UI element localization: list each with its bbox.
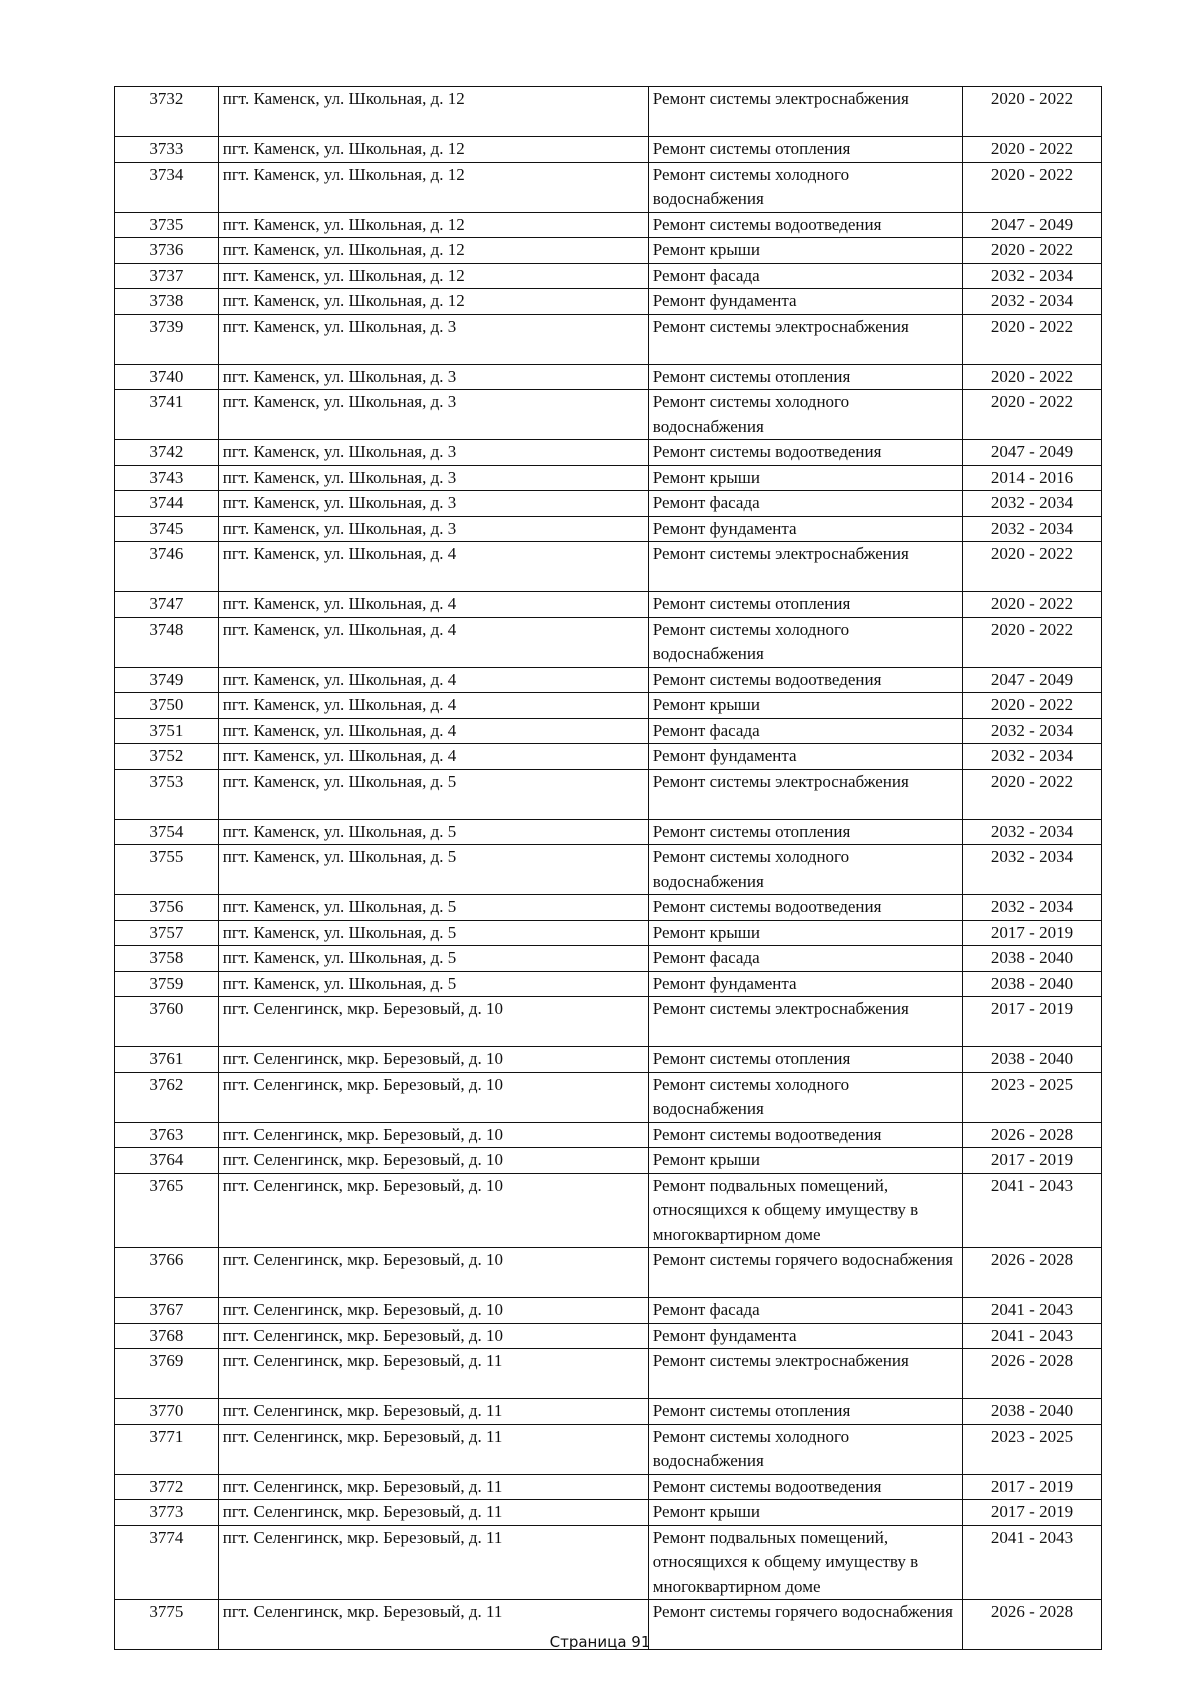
period-cell: 2020 - 2022 (963, 542, 1102, 592)
address-cell: пгт. Каменск, ул. Школьная, д. 3 (218, 491, 648, 517)
address-cell: пгт. Каменск, ул. Школьная, д. 12 (218, 162, 648, 212)
row-number-cell: 3748 (115, 617, 219, 667)
period-cell: 2020 - 2022 (963, 87, 1102, 137)
period-cell: 2020 - 2022 (963, 364, 1102, 390)
period-cell: 2020 - 2022 (963, 238, 1102, 264)
row-number-cell: 3773 (115, 1500, 219, 1526)
work-type-cell: Ремонт системы отопления (648, 364, 962, 390)
work-type-cell: Ремонт системы электроснабжения (648, 997, 962, 1047)
table-row (115, 1474, 1102, 1500)
address-cell: пгт. Каменск, ул. Школьная, д. 3 (218, 440, 648, 466)
period-cell: 2017 - 2019 (963, 997, 1102, 1047)
period-cell: 2041 - 2043 (963, 1298, 1102, 1324)
table-row (115, 845, 1102, 895)
period-cell: 2017 - 2019 (963, 920, 1102, 946)
work-type-cell: Ремонт системы холодного водоснабжения (648, 390, 962, 440)
row-number-cell: 3739 (115, 314, 219, 364)
table-row (115, 289, 1102, 315)
row-number-cell: 3770 (115, 1399, 219, 1425)
work-type-cell: Ремонт крыши (648, 238, 962, 264)
row-number-cell: 3765 (115, 1173, 219, 1248)
row-number-cell: 3766 (115, 1248, 219, 1298)
address-cell: пгт. Каменск, ул. Школьная, д. 5 (218, 971, 648, 997)
period-cell: 2020 - 2022 (963, 162, 1102, 212)
period-cell: 2032 - 2034 (963, 263, 1102, 289)
row-number-cell: 3756 (115, 895, 219, 921)
address-cell: пгт. Селенгинск, мкр. Березовый, д. 11 (218, 1600, 648, 1650)
table-row (115, 516, 1102, 542)
address-cell: пгт. Каменск, ул. Школьная, д. 5 (218, 845, 648, 895)
table-row (115, 87, 1102, 137)
address-cell: пгт. Каменск, ул. Школьная, д. 3 (218, 314, 648, 364)
work-type-cell: Ремонт крыши (648, 1500, 962, 1526)
row-number-cell: 3747 (115, 592, 219, 618)
table-row (115, 1349, 1102, 1399)
row-number-cell: 3752 (115, 744, 219, 770)
row-number-cell: 3749 (115, 667, 219, 693)
work-type-cell: Ремонт системы холодного водоснабжения (648, 1424, 962, 1474)
work-type-cell: Ремонт фундамента (648, 1323, 962, 1349)
period-cell: 2017 - 2019 (963, 1474, 1102, 1500)
work-type-cell: Ремонт системы электроснабжения (648, 1349, 962, 1399)
period-cell: 2020 - 2022 (963, 693, 1102, 719)
period-cell: 2041 - 2043 (963, 1323, 1102, 1349)
period-cell: 2041 - 2043 (963, 1173, 1102, 1248)
work-type-cell: Ремонт крыши (648, 920, 962, 946)
row-number-cell: 3746 (115, 542, 219, 592)
work-type-cell: Ремонт системы холодного водоснабжения (648, 845, 962, 895)
table-row (115, 238, 1102, 264)
work-type-cell: Ремонт системы водоотведения (648, 895, 962, 921)
row-number-cell: 3744 (115, 491, 219, 517)
address-cell: пгт. Селенгинск, мкр. Березовый, д. 11 (218, 1500, 648, 1526)
row-number-cell: 3774 (115, 1525, 219, 1600)
period-cell: 2032 - 2034 (963, 718, 1102, 744)
address-cell: пгт. Селенгинск, мкр. Березовый, д. 11 (218, 1349, 648, 1399)
work-type-cell: Ремонт системы отопления (648, 137, 962, 163)
work-type-cell: Ремонт фундамента (648, 971, 962, 997)
row-number-cell: 3763 (115, 1122, 219, 1148)
period-cell: 2038 - 2040 (963, 946, 1102, 972)
row-number-cell: 3737 (115, 263, 219, 289)
row-number-cell: 3738 (115, 289, 219, 315)
row-number-cell: 3757 (115, 920, 219, 946)
row-number-cell: 3759 (115, 971, 219, 997)
address-cell: пгт. Каменск, ул. Школьная, д. 4 (218, 667, 648, 693)
address-cell: пгт. Каменск, ул. Школьная, д. 3 (218, 390, 648, 440)
row-number-cell: 3735 (115, 212, 219, 238)
table-row (115, 440, 1102, 466)
address-cell: пгт. Каменск, ул. Школьная, д. 4 (218, 744, 648, 770)
address-cell: пгт. Каменск, ул. Школьная, д. 12 (218, 212, 648, 238)
row-number-cell: 3732 (115, 87, 219, 137)
row-number-cell: 3740 (115, 364, 219, 390)
period-cell: 2032 - 2034 (963, 845, 1102, 895)
table-row (115, 542, 1102, 592)
work-type-cell: Ремонт системы горячего водоснабжения (648, 1600, 962, 1650)
address-cell: пгт. Каменск, ул. Школьная, д. 4 (218, 718, 648, 744)
table-row (115, 314, 1102, 364)
table-row (115, 1173, 1102, 1248)
row-number-cell: 3762 (115, 1072, 219, 1122)
table-row (115, 212, 1102, 238)
row-number-cell: 3760 (115, 997, 219, 1047)
period-cell: 2038 - 2040 (963, 971, 1102, 997)
row-number-cell: 3764 (115, 1148, 219, 1174)
row-number-cell: 3754 (115, 819, 219, 845)
table-row (115, 364, 1102, 390)
row-number-cell: 3751 (115, 718, 219, 744)
period-cell: 2017 - 2019 (963, 1500, 1102, 1526)
work-type-cell: Ремонт фасада (648, 1298, 962, 1324)
period-cell: 2026 - 2028 (963, 1600, 1102, 1650)
period-cell: 2020 - 2022 (963, 617, 1102, 667)
work-type-cell: Ремонт системы отопления (648, 1047, 962, 1073)
table-row (115, 1122, 1102, 1148)
row-number-cell: 3769 (115, 1349, 219, 1399)
work-type-cell: Ремонт системы электроснабжения (648, 314, 962, 364)
row-number-cell: 3775 (115, 1600, 219, 1650)
work-type-cell: Ремонт системы отопления (648, 819, 962, 845)
address-cell: пгт. Каменск, ул. Школьная, д. 5 (218, 946, 648, 972)
page-number: Страница 91 (549, 1633, 651, 1651)
table-row (115, 1323, 1102, 1349)
period-cell: 2020 - 2022 (963, 769, 1102, 819)
work-type-cell: Ремонт крыши (648, 465, 962, 491)
address-cell: пгт. Селенгинск, мкр. Березовый, д. 11 (218, 1474, 648, 1500)
work-type-cell: Ремонт фундамента (648, 516, 962, 542)
row-number-cell: 3768 (115, 1323, 219, 1349)
row-number-cell: 3758 (115, 946, 219, 972)
period-cell: 2032 - 2034 (963, 516, 1102, 542)
work-type-cell: Ремонт системы электроснабжения (648, 87, 962, 137)
period-cell: 2020 - 2022 (963, 592, 1102, 618)
work-type-cell: Ремонт системы холодного водоснабжения (648, 617, 962, 667)
repair-schedule-table (114, 86, 1102, 1650)
period-cell: 2020 - 2022 (963, 137, 1102, 163)
row-number-cell: 3753 (115, 769, 219, 819)
period-cell: 2032 - 2034 (963, 289, 1102, 315)
address-cell: пгт. Каменск, ул. Школьная, д. 12 (218, 263, 648, 289)
address-cell: пгт. Селенгинск, мкр. Березовый, д. 10 (218, 1072, 648, 1122)
table-row (115, 592, 1102, 618)
work-type-cell: Ремонт системы водоотведения (648, 1474, 962, 1500)
table-row (115, 491, 1102, 517)
work-type-cell: Ремонт системы электроснабжения (648, 769, 962, 819)
table-row (115, 920, 1102, 946)
period-cell: 2026 - 2028 (963, 1122, 1102, 1148)
address-cell: пгт. Селенгинск, мкр. Березовый, д. 10 (218, 1122, 648, 1148)
period-cell: 2041 - 2043 (963, 1525, 1102, 1600)
table-row (115, 895, 1102, 921)
work-type-cell: Ремонт фасада (648, 946, 962, 972)
work-type-cell: Ремонт системы отопления (648, 1399, 962, 1425)
period-cell: 2032 - 2034 (963, 895, 1102, 921)
table-row (115, 997, 1102, 1047)
work-type-cell: Ремонт фундамента (648, 289, 962, 315)
period-cell: 2023 - 2025 (963, 1072, 1102, 1122)
work-type-cell: Ремонт фасада (648, 718, 962, 744)
period-cell: 2047 - 2049 (963, 440, 1102, 466)
table-row (115, 946, 1102, 972)
row-number-cell: 3755 (115, 845, 219, 895)
row-number-cell: 3772 (115, 1474, 219, 1500)
work-type-cell: Ремонт системы водоотведения (648, 440, 962, 466)
row-number-cell: 3767 (115, 1298, 219, 1324)
period-cell: 2032 - 2034 (963, 491, 1102, 517)
table-row (115, 1298, 1102, 1324)
table-row (115, 1424, 1102, 1474)
period-cell: 2026 - 2028 (963, 1248, 1102, 1298)
address-cell: пгт. Каменск, ул. Школьная, д. 12 (218, 87, 648, 137)
work-type-cell: Ремонт системы водоотведения (648, 667, 962, 693)
period-cell: 2038 - 2040 (963, 1399, 1102, 1425)
work-type-cell: Ремонт фасада (648, 491, 962, 517)
address-cell: пгт. Селенгинск, мкр. Березовый, д. 10 (218, 1173, 648, 1248)
work-type-cell: Ремонт крыши (648, 693, 962, 719)
row-number-cell: 3741 (115, 390, 219, 440)
address-cell: пгт. Селенгинск, мкр. Березовый, д. 11 (218, 1399, 648, 1425)
period-cell: 2014 - 2016 (963, 465, 1102, 491)
address-cell: пгт. Каменск, ул. Школьная, д. 3 (218, 465, 648, 491)
address-cell: пгт. Селенгинск, мкр. Березовый, д. 10 (218, 1148, 648, 1174)
row-number-cell: 3733 (115, 137, 219, 163)
period-cell: 2026 - 2028 (963, 1349, 1102, 1399)
row-number-cell: 3745 (115, 516, 219, 542)
table-row (115, 819, 1102, 845)
address-cell: пгт. Каменск, ул. Школьная, д. 5 (218, 819, 648, 845)
address-cell: пгт. Каменск, ул. Школьная, д. 5 (218, 895, 648, 921)
table-row (115, 263, 1102, 289)
period-cell: 2047 - 2049 (963, 212, 1102, 238)
address-cell: пгт. Каменск, ул. Школьная, д. 12 (218, 238, 648, 264)
work-type-cell: Ремонт системы водоотведения (648, 1122, 962, 1148)
table-row (115, 1399, 1102, 1425)
period-cell: 2038 - 2040 (963, 1047, 1102, 1073)
table-row (115, 1500, 1102, 1526)
address-cell: пгт. Каменск, ул. Школьная, д. 3 (218, 364, 648, 390)
row-number-cell: 3750 (115, 693, 219, 719)
work-type-cell: Ремонт фасада (648, 263, 962, 289)
table-row (115, 971, 1102, 997)
work-type-cell: Ремонт системы электроснабжения (648, 542, 962, 592)
period-cell: 2020 - 2022 (963, 390, 1102, 440)
address-cell: пгт. Каменск, ул. Школьная, д. 12 (218, 289, 648, 315)
work-type-cell: Ремонт крыши (648, 1148, 962, 1174)
work-type-cell: Ремонт фундамента (648, 744, 962, 770)
work-type-cell: Ремонт системы отопления (648, 592, 962, 618)
row-number-cell: 3742 (115, 440, 219, 466)
work-type-cell: Ремонт подвальных помещений, относящихся к общему имуществу в многоквартирном доме (648, 1173, 962, 1248)
address-cell: пгт. Каменск, ул. Школьная, д. 5 (218, 920, 648, 946)
work-type-cell: Ремонт системы водоотведения (648, 212, 962, 238)
period-cell: 2023 - 2025 (963, 1424, 1102, 1474)
row-number-cell: 3736 (115, 238, 219, 264)
table-row (115, 1525, 1102, 1600)
table-row (115, 667, 1102, 693)
table-row (115, 1148, 1102, 1174)
table-row (115, 1248, 1102, 1298)
address-cell: пгт. Каменск, ул. Школьная, д. 4 (218, 542, 648, 592)
table-body (115, 87, 1102, 1650)
table-row (115, 617, 1102, 667)
address-cell: пгт. Каменск, ул. Школьная, д. 12 (218, 137, 648, 163)
period-cell: 2017 - 2019 (963, 1148, 1102, 1174)
table-row (115, 769, 1102, 819)
address-cell: пгт. Селенгинск, мкр. Березовый, д. 10 (218, 1248, 648, 1298)
work-type-cell: Ремонт подвальных помещений, относящихся к общему имуществу в многоквартирном доме (648, 1525, 962, 1600)
work-type-cell: Ремонт системы горячего водоснабжения (648, 1248, 962, 1298)
table-row (115, 465, 1102, 491)
row-number-cell: 3743 (115, 465, 219, 491)
address-cell: пгт. Каменск, ул. Школьная, д. 5 (218, 769, 648, 819)
period-cell: 2020 - 2022 (963, 314, 1102, 364)
address-cell: пгт. Каменск, ул. Школьная, д. 4 (218, 617, 648, 667)
table-row (115, 162, 1102, 212)
address-cell: пгт. Селенгинск, мкр. Березовый, д. 11 (218, 1525, 648, 1600)
address-cell: пгт. Селенгинск, мкр. Березовый, д. 10 (218, 997, 648, 1047)
address-cell: пгт. Селенгинск, мкр. Березовый, д. 10 (218, 1323, 648, 1349)
address-cell: пгт. Каменск, ул. Школьная, д. 4 (218, 693, 648, 719)
row-number-cell: 3734 (115, 162, 219, 212)
work-type-cell: Ремонт системы холодного водоснабжения (648, 162, 962, 212)
address-cell: пгт. Каменск, ул. Школьная, д. 3 (218, 516, 648, 542)
table-row (115, 744, 1102, 770)
address-cell: пгт. Каменск, ул. Школьная, д. 4 (218, 592, 648, 618)
table-row (115, 390, 1102, 440)
table-row (115, 1072, 1102, 1122)
table-row (115, 137, 1102, 163)
table-row (115, 693, 1102, 719)
period-cell: 2032 - 2034 (963, 744, 1102, 770)
table-row (115, 1047, 1102, 1073)
row-number-cell: 3771 (115, 1424, 219, 1474)
period-cell: 2047 - 2049 (963, 667, 1102, 693)
work-type-cell: Ремонт системы холодного водоснабжения (648, 1072, 962, 1122)
address-cell: пгт. Селенгинск, мкр. Березовый, д. 10 (218, 1298, 648, 1324)
address-cell: пгт. Селенгинск, мкр. Березовый, д. 10 (218, 1047, 648, 1073)
table-row (115, 718, 1102, 744)
row-number-cell: 3761 (115, 1047, 219, 1073)
address-cell: пгт. Селенгинск, мкр. Березовый, д. 11 (218, 1424, 648, 1474)
period-cell: 2032 - 2034 (963, 819, 1102, 845)
